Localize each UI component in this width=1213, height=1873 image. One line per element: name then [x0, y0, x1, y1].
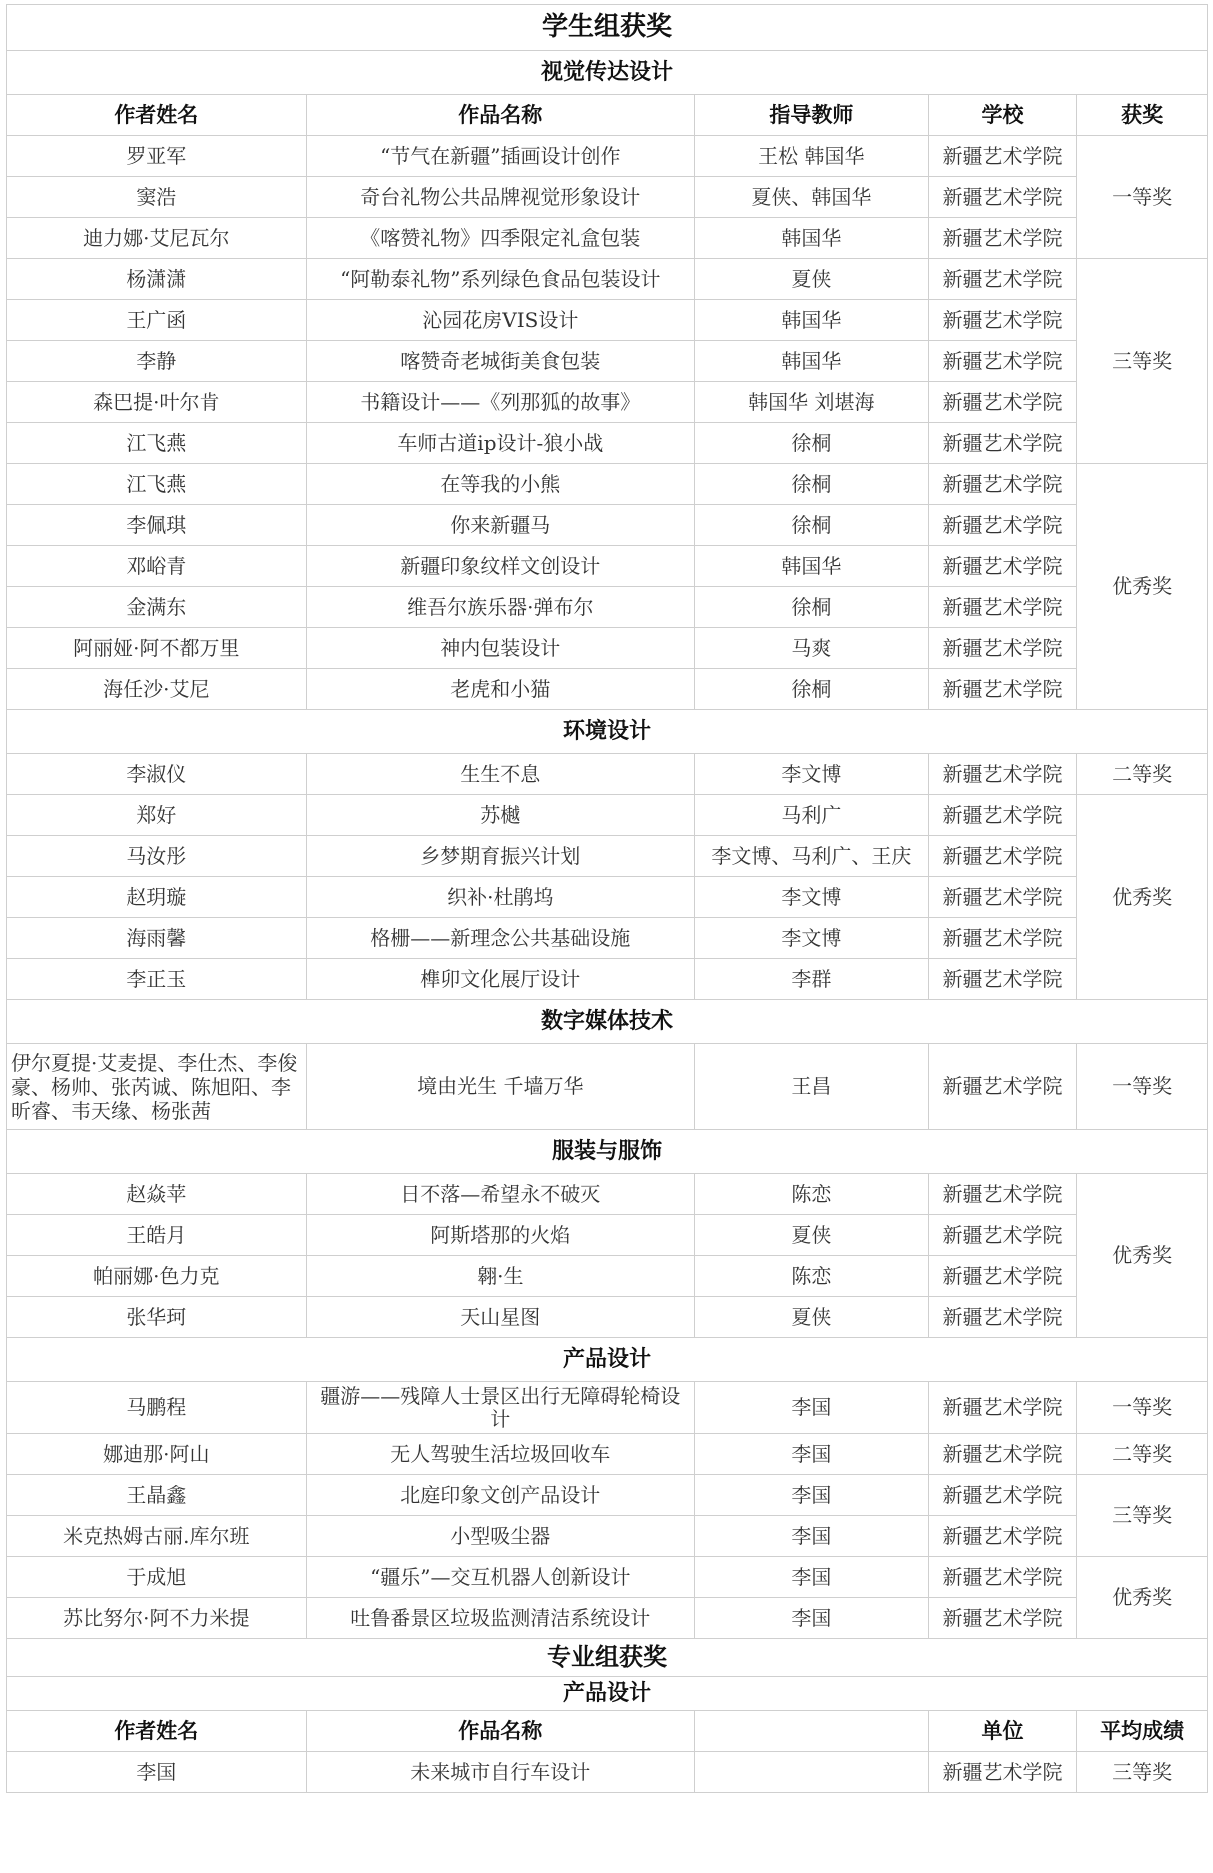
table-row	[7, 669, 1208, 710]
section-row	[7, 1000, 1208, 1044]
work-cell: 翱·生	[306, 1256, 694, 1297]
author-cell: 马鹏程	[7, 1382, 307, 1434]
work-cell: 吐鲁番景区垃圾监测清洁系统设计	[306, 1598, 694, 1639]
work-cell: 格栅——新理念公共基础设施	[306, 918, 694, 959]
teacher-cell: 徐桐	[694, 423, 928, 464]
school-cell: 新疆艺术学院	[928, 836, 1077, 877]
header-school: 学校	[928, 95, 1077, 136]
work-cell: 车师古道ip设计-狼小战	[306, 423, 694, 464]
table-row	[7, 1297, 1208, 1338]
teacher-cell: 陈恋	[694, 1256, 928, 1297]
author-cell: 李静	[7, 341, 307, 382]
work-cell: “疆乐”—交互机器人创新设计	[306, 1557, 694, 1598]
header-award: 获奖	[1077, 95, 1208, 136]
table-row	[7, 464, 1208, 505]
work-cell: 阿斯塔那的火焰	[306, 1215, 694, 1256]
work-cell: 无人驾驶生活垃圾回收车	[306, 1434, 694, 1475]
table-row	[7, 136, 1208, 177]
school-cell: 新疆艺术学院	[928, 300, 1077, 341]
teacher-cell: 李国	[694, 1598, 928, 1639]
award-cell: 二等奖	[1077, 754, 1208, 795]
author-cell: 李国	[7, 1752, 307, 1793]
work-cell: 天山星图	[306, 1297, 694, 1338]
school-cell: 新疆艺术学院	[928, 754, 1077, 795]
pro-section-title: 产品设计	[7, 1677, 1208, 1711]
table-row	[7, 218, 1208, 259]
teacher-cell: 李国	[694, 1382, 928, 1434]
table-row	[7, 754, 1208, 795]
school-cell: 新疆艺术学院	[928, 1297, 1077, 1338]
school-cell: 新疆艺术学院	[928, 423, 1077, 464]
pro-group-title: 专业组获奖	[7, 1639, 1208, 1677]
teacher-cell: 夏侠	[694, 259, 928, 300]
awards-table-body	[7, 5, 1208, 1793]
work-cell: 神内包装设计	[306, 628, 694, 669]
pro-title-row	[7, 1639, 1208, 1677]
table-row	[7, 1256, 1208, 1297]
table-row	[7, 1475, 1208, 1516]
teacher-cell: 李文博	[694, 918, 928, 959]
author-cell: 金满东	[7, 587, 307, 628]
section-title: 服装与服饰	[7, 1130, 1208, 1174]
author-cell: 王皓月	[7, 1215, 307, 1256]
teacher-cell: 韩国华	[694, 300, 928, 341]
school-cell: 新疆艺术学院	[928, 1215, 1077, 1256]
teacher-cell: 韩国华	[694, 546, 928, 587]
table-row	[7, 423, 1208, 464]
author-cell: 迪力娜·艾尼瓦尔	[7, 218, 307, 259]
award-cell: 优秀奖	[1077, 795, 1208, 1000]
section-title: 环境设计	[7, 710, 1208, 754]
section-row	[7, 710, 1208, 754]
author-cell: 李佩琪	[7, 505, 307, 546]
work-cell: “节气在新疆”插画设计创作	[306, 136, 694, 177]
teacher-cell: 徐桐	[694, 587, 928, 628]
author-cell: 张华珂	[7, 1297, 307, 1338]
header-author: 作者姓名	[7, 1711, 307, 1752]
student-group-title: 学生组获奖	[7, 5, 1208, 51]
table-row	[7, 259, 1208, 300]
table-row	[7, 341, 1208, 382]
table-row	[7, 628, 1208, 669]
author-cell: 邓峪青	[7, 546, 307, 587]
table-row	[7, 382, 1208, 423]
award-cell: 三等奖	[1077, 1475, 1208, 1557]
author-cell: 海任沙·艾尼	[7, 669, 307, 710]
teacher-cell: 徐桐	[694, 669, 928, 710]
teacher-cell: 李文博	[694, 754, 928, 795]
pro-section-row	[7, 1677, 1208, 1711]
work-cell: 榫卯文化展厅设计	[306, 959, 694, 1000]
work-cell: 苏樾	[306, 795, 694, 836]
header-unit: 单位	[928, 1711, 1077, 1752]
school-cell: 新疆艺术学院	[928, 669, 1077, 710]
school-cell: 新疆艺术学院	[928, 382, 1077, 423]
section-title: 数字媒体技术	[7, 1000, 1208, 1044]
table-row	[7, 1516, 1208, 1557]
author-cell: 伊尔夏提·艾麦提、李仕杰、李俊豪、杨帅、张芮诚、陈旭阳、李昕睿、韦天缘、杨张茜	[7, 1044, 307, 1130]
award-cell: 三等奖	[1077, 259, 1208, 464]
author-cell: 李淑仪	[7, 754, 307, 795]
teacher-cell: 李国	[694, 1475, 928, 1516]
section-title: 视觉传达设计	[7, 51, 1208, 95]
teacher-cell: 李国	[694, 1516, 928, 1557]
author-cell: 王广函	[7, 300, 307, 341]
work-cell: 织补·杜鹃坞	[306, 877, 694, 918]
author-cell: 苏比努尔·阿不力米提	[7, 1598, 307, 1639]
author-cell: 阿丽娅·阿不都万里	[7, 628, 307, 669]
section-title: 产品设计	[7, 1338, 1208, 1382]
work-cell: 《喀赞礼物》四季限定礼盒包装	[306, 218, 694, 259]
work-cell: 境由光生 千墙万华	[306, 1044, 694, 1130]
teacher-cell: 韩国华	[694, 218, 928, 259]
table-row	[7, 795, 1208, 836]
header-author: 作者姓名	[7, 95, 307, 136]
author-cell: 赵玥璇	[7, 877, 307, 918]
work-cell: 小型吸尘器	[306, 1516, 694, 1557]
school-cell: 新疆艺术学院	[928, 877, 1077, 918]
table-row	[7, 300, 1208, 341]
table-row	[7, 1598, 1208, 1639]
school-cell: 新疆艺术学院	[928, 918, 1077, 959]
author-cell: 森巴提·叶尔肯	[7, 382, 307, 423]
work-cell: 生生不息	[306, 754, 694, 795]
author-cell: 杨潇潇	[7, 259, 307, 300]
teacher-cell: 徐桐	[694, 505, 928, 546]
school-cell: 新疆艺术学院	[928, 1256, 1077, 1297]
teacher-cell: 王昌	[694, 1044, 928, 1130]
teacher-cell: 李国	[694, 1557, 928, 1598]
school-cell: 新疆艺术学院	[928, 1434, 1077, 1475]
author-cell: 于成旭	[7, 1557, 307, 1598]
teacher-cell: 夏侠	[694, 1215, 928, 1256]
table-row	[7, 1174, 1208, 1215]
work-cell: 北庭印象文创产品设计	[306, 1475, 694, 1516]
award-cell: 优秀奖	[1077, 1174, 1208, 1338]
school-cell: 新疆艺术学院	[928, 464, 1077, 505]
school-cell: 新疆艺术学院	[928, 1557, 1077, 1598]
table-row	[7, 836, 1208, 877]
school-cell: 新疆艺术学院	[928, 259, 1077, 300]
author-cell: 海雨馨	[7, 918, 307, 959]
work-cell: 喀赞奇老城街美食包装	[306, 341, 694, 382]
school-cell: 新疆艺术学院	[928, 1475, 1077, 1516]
author-cell: 江飞燕	[7, 464, 307, 505]
awards-table	[6, 4, 1208, 1793]
section-row	[7, 51, 1208, 95]
work-cell: 未来城市自行车设计	[306, 1752, 694, 1793]
work-cell: “阿勒泰礼物”系列绿色食品包装设计	[306, 259, 694, 300]
school-cell: 新疆艺术学院	[928, 628, 1077, 669]
table-row	[7, 918, 1208, 959]
author-cell: 帕丽娜·色力克	[7, 1256, 307, 1297]
award-cell: 三等奖	[1077, 1752, 1208, 1793]
header-blank	[694, 1711, 928, 1752]
teacher-cell: 王松 韩国华	[694, 136, 928, 177]
pro-header-row	[7, 1711, 1208, 1752]
teacher-cell: 徐桐	[694, 464, 928, 505]
unit-cell: 新疆艺术学院	[928, 1752, 1077, 1793]
work-cell: 老虎和小猫	[306, 669, 694, 710]
teacher-cell: 马爽	[694, 628, 928, 669]
pro-table-row	[7, 1752, 1208, 1793]
work-cell: 沁园花房VIS设计	[306, 300, 694, 341]
school-cell: 新疆艺术学院	[928, 1174, 1077, 1215]
author-cell: 马汝彤	[7, 836, 307, 877]
school-cell: 新疆艺术学院	[928, 341, 1077, 382]
author-cell: 郑好	[7, 795, 307, 836]
author-cell: 江飞燕	[7, 423, 307, 464]
teacher-cell: 韩国华 刘堪海	[694, 382, 928, 423]
work-cell: 乡梦期育振兴计划	[306, 836, 694, 877]
school-cell: 新疆艺术学院	[928, 177, 1077, 218]
award-cell: 优秀奖	[1077, 1557, 1208, 1639]
school-cell: 新疆艺术学院	[928, 1516, 1077, 1557]
blank-cell	[694, 1752, 928, 1793]
author-cell: 赵焱苹	[7, 1174, 307, 1215]
teacher-cell: 李国	[694, 1434, 928, 1475]
teacher-cell: 陈恋	[694, 1174, 928, 1215]
teacher-cell: 李文博	[694, 877, 928, 918]
teacher-cell: 韩国华	[694, 341, 928, 382]
school-cell: 新疆艺术学院	[928, 959, 1077, 1000]
work-cell: 日不落—希望永不破灭	[306, 1174, 694, 1215]
teacher-cell: 马利广	[694, 795, 928, 836]
school-cell: 新疆艺术学院	[928, 795, 1077, 836]
table-row	[7, 1382, 1208, 1434]
work-cell: 你来新疆马	[306, 505, 694, 546]
teacher-cell: 李文博、马利广、王庆	[694, 836, 928, 877]
table-row	[7, 959, 1208, 1000]
author-cell: 娜迪那·阿山	[7, 1434, 307, 1475]
table-row	[7, 877, 1208, 918]
section-row	[7, 1338, 1208, 1382]
author-cell: 窦浩	[7, 177, 307, 218]
award-cell: 一等奖	[1077, 1382, 1208, 1434]
table-row	[7, 1557, 1208, 1598]
award-cell: 二等奖	[1077, 1434, 1208, 1475]
table-row	[7, 1044, 1208, 1130]
work-cell: 维吾尔族乐器·弹布尔	[306, 587, 694, 628]
school-cell: 新疆艺术学院	[928, 587, 1077, 628]
table-row	[7, 546, 1208, 587]
work-cell: 新疆印象纹样文创设计	[306, 546, 694, 587]
author-cell: 李正玉	[7, 959, 307, 1000]
header-teacher: 指导教师	[694, 95, 928, 136]
teacher-cell: 夏侠	[694, 1297, 928, 1338]
student-title-row	[7, 5, 1208, 51]
school-cell: 新疆艺术学院	[928, 546, 1077, 587]
header-row	[7, 95, 1208, 136]
teacher-cell: 夏侠、韩国华	[694, 177, 928, 218]
awards-document	[6, 4, 1208, 1793]
table-row	[7, 177, 1208, 218]
work-cell: 在等我的小熊	[306, 464, 694, 505]
section-row	[7, 1130, 1208, 1174]
award-cell: 一等奖	[1077, 136, 1208, 259]
author-cell: 王晶鑫	[7, 1475, 307, 1516]
header-score: 平均成绩	[1077, 1711, 1208, 1752]
school-cell: 新疆艺术学院	[928, 136, 1077, 177]
award-cell: 优秀奖	[1077, 464, 1208, 710]
school-cell: 新疆艺术学院	[928, 1044, 1077, 1130]
table-row	[7, 505, 1208, 546]
award-cell: 一等奖	[1077, 1044, 1208, 1130]
work-cell: 疆游——残障人士景区出行无障碍轮椅设计	[306, 1382, 694, 1434]
author-cell: 米克热姆古丽.库尔班	[7, 1516, 307, 1557]
teacher-cell: 李群	[694, 959, 928, 1000]
table-row	[7, 1215, 1208, 1256]
author-cell: 罗亚军	[7, 136, 307, 177]
school-cell: 新疆艺术学院	[928, 1382, 1077, 1434]
school-cell: 新疆艺术学院	[928, 218, 1077, 259]
work-cell: 书籍设计——《列那狐的故事》	[306, 382, 694, 423]
header-work: 作品名称	[306, 95, 694, 136]
header-work: 作品名称	[306, 1711, 694, 1752]
table-row	[7, 587, 1208, 628]
school-cell: 新疆艺术学院	[928, 505, 1077, 546]
school-cell: 新疆艺术学院	[928, 1598, 1077, 1639]
work-cell: 奇台礼物公共品牌视觉形象设计	[306, 177, 694, 218]
table-row	[7, 1434, 1208, 1475]
